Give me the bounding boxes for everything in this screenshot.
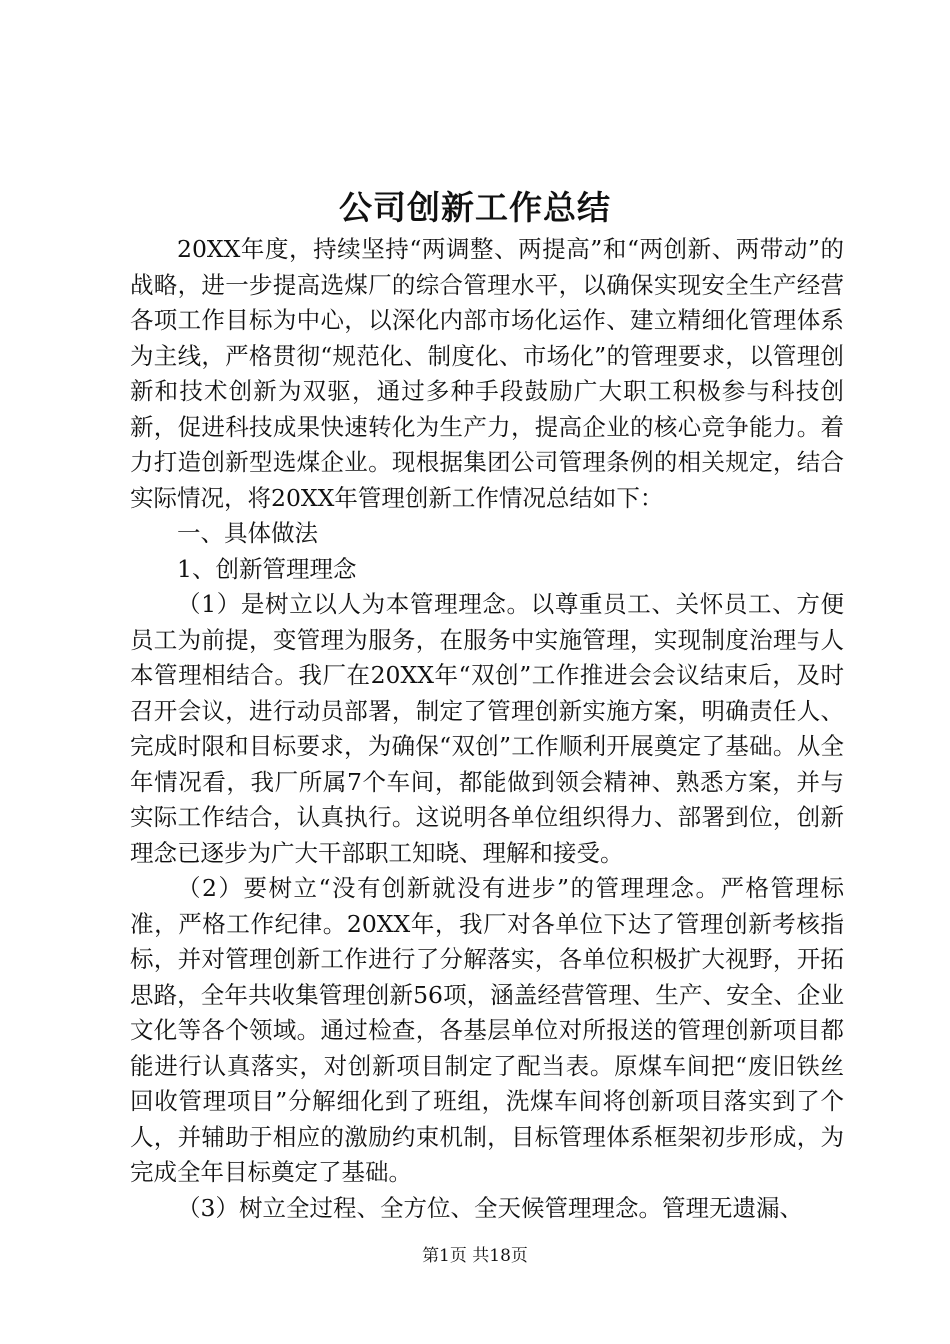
subsection-heading: 1、创新管理理念 (177, 554, 357, 583)
section-heading: 一、具体做法 (177, 519, 318, 547)
paragraph-item-1: （1）是树立以人为本管理理念。以尊重员工、关怀员工、方便员工为前提，变管理为服务，在服务中实施管理，实现制度治理与人本管理相结合。我厂在20XX年“双创”工作推进会会议结束后，及时召开会议，进行动员部署，制定了管理创新实施方案，明确责任人、完成时限和目标要求，为确保“双创”工作顺利开展奠定了基础。从全年情况看，我厂所属7个车间，都能做到领会精神、熟悉方案，并与实际工作结合，认真执行。这说明各单位组织得力、部署到位，创新理念已逐步为广大干部职工知晓、理解和接受。 (130, 590, 844, 867)
paragraph-item-3: （3）树立全过程、全方位、全天候管理理念。管理无遗漏、 (177, 1193, 803, 1222)
paragraph-item-2: （2）要树立“没有创新就没有进步”的管理理念。严格管理标准，严格工作纪律。20XX年，我厂对各单位下达了管理创新考核指标，并对管理创新工作进行了分解落实，各单位积极扩大视野，开拓思路，全年共收集管理创新56项，涵盖经营管理、生产、安全、企业文化等各个领域。通过检查，各基层单位对所报送的管理创新项目都能进行认真落实，对创新项目制定了配当表。原煤车间把“废旧铁丝回收管理项目”分解细化到了班组，洗煤车间将创新项目落实到了个人，并辅助于相应的激励约束机制，目标管理体系框架初步形成，为完成全年目标奠定了基础。 (130, 874, 844, 1186)
page-footer: 第1页 共18页 (422, 1246, 528, 1266)
document-title: 公司创新工作总结 (339, 188, 611, 227)
document-body (130, 232, 844, 1226)
paragraph-intro: 20XX年度，持续坚持“两调整、两提高”和“两创新、两带动”的战略，进一步提高选煤厂的综合管理水平，以确保实现安全生产经营各项工作目标为中心，以深化内部市场化运作、建立精细化管理体系为主线，严格贯彻“规范化、制度化、市场化”的管理要求，以管理创新和技术创新为双驱，通过多种手段鼓励广大职工积极参与科技创新，促进科技成果快速转化为生产力，提高企业的核心竞争能力。着力打造创新型选煤企业。现根据集团公司管理条例的相关规定，结合实际情况，将20XX年管理创新工作情况总结如下： (130, 235, 844, 512)
